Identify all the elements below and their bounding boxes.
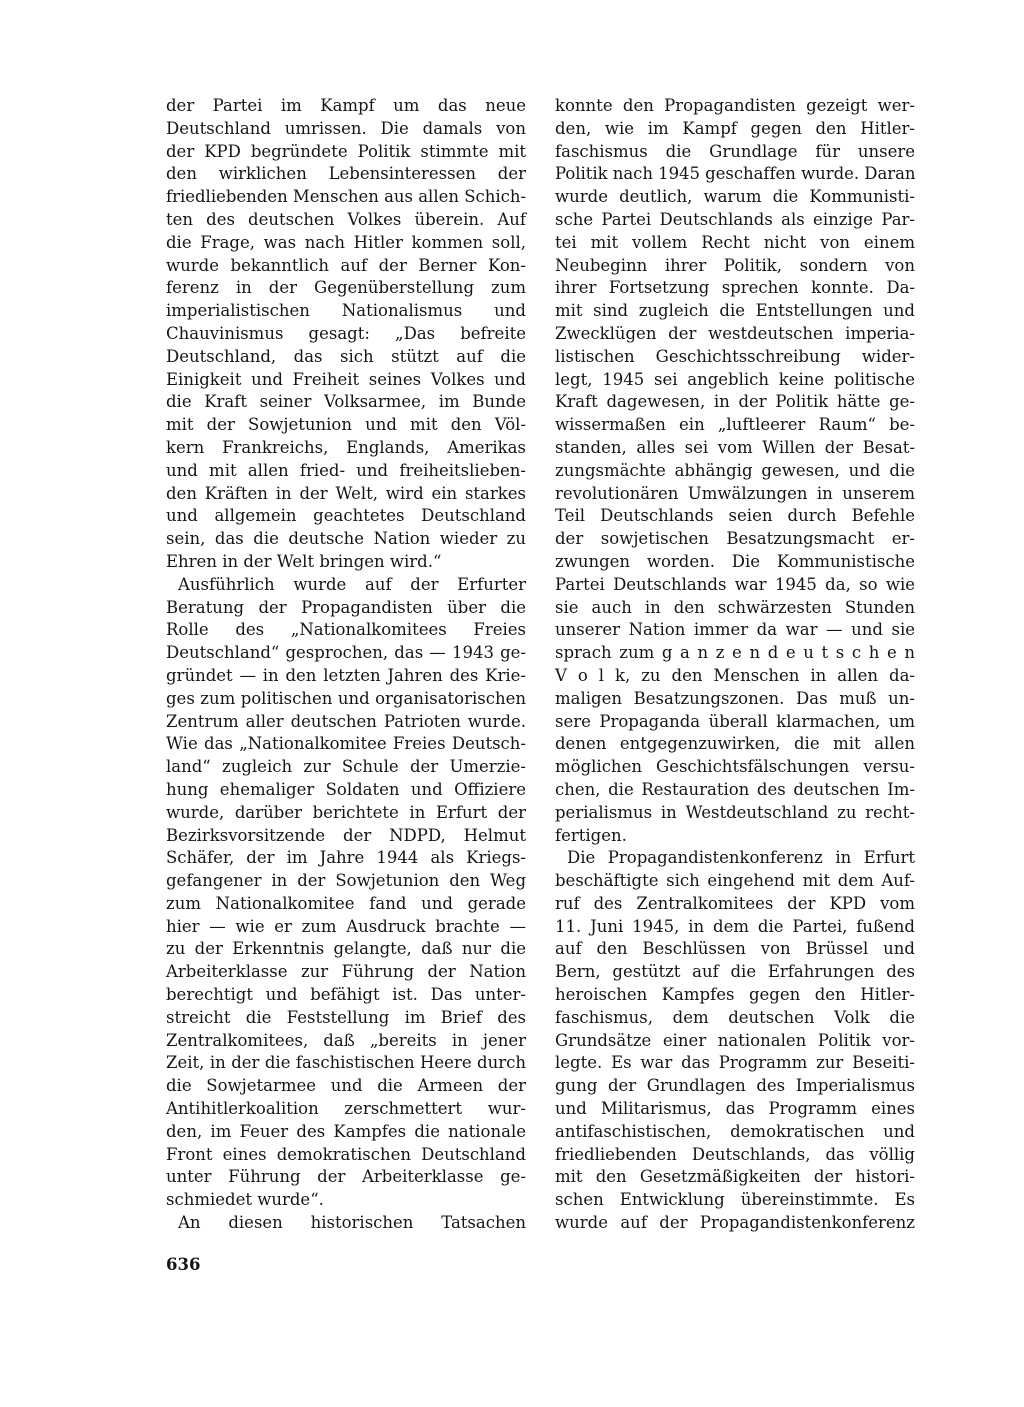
text-line: Neubeginn ihrer Politik, sondern von [555,255,915,275]
text-line: standen, alles sei vom Willen der Besat- [555,437,915,457]
text-line: den Kräften in der Welt, wird ein starkes [166,483,526,503]
text-line: Bezirksvorsitzende der NDPD, Helmut [166,825,526,845]
text-line: die Frage, was nach Hitler kommen soll, [166,232,526,252]
text-line: ten des deutschen Volkes überein. Auf [166,209,526,229]
text-line: wissermaßen ein „luftleerer Raum“ be- [555,415,915,435]
text-line: Zeit, in der die faschistischen Heere durch [166,1053,526,1073]
text-line: konnte den Propagandisten gezeigt wer- [555,96,915,115]
text-line: Schäfer, der im Jahre 1944 als Kriegs- [166,848,526,868]
text-line: Die Propagandistenkonferenz in Erfurt [567,848,915,868]
text-line: denen entgegenzuwirken, die mit allen [555,734,915,754]
text-line: die Sowjetarmee und die Armeen der [166,1076,526,1096]
text-line: der sowjetischen Besatzungsmacht er- [555,529,915,549]
text-line: mit den Gesetzmäßigkeiten der histori- [555,1167,915,1187]
text-line: sein, das die deutsche Nation wieder zu [166,529,526,549]
text-line: Deutschland, das sich stützt auf die [166,346,526,366]
text-line: den wirklichen Lebensinteressen der [166,164,526,184]
text-line: Einigkeit und Freiheit seines Volkes und [166,369,526,389]
text-line: faschismus, dem deutschen Volk die [555,1007,915,1027]
text-line: mit sind zugleich die Entstellungen und [555,301,915,321]
text-line: friedliebenden Menschen aus allen Schich- [166,187,527,207]
text-line: chen, die Restauration des deutschen Im- [555,779,915,799]
text-line: hier — wie er zum Ausdruck brachte — [166,916,526,936]
text-line: berechtigt und befähigt ist. Das unter- [166,985,526,1005]
text-line: Chauvinismus gesagt: „Das befreite [166,323,526,343]
text-line: friedliebenden Deutschlands, das völlig [555,1144,915,1164]
text-line: Ehren in der Welt bringen wird.“ [166,551,442,571]
text-line: wurde, darüber berichtete in Erfurt der [166,802,526,822]
text-line: sie auch in den schwärzesten Stunden [555,597,915,617]
text-line: Wie das „Nationalkomitee Freies Deutsch- [166,734,526,754]
text-line: und Militarismus, das Programm eines [555,1099,915,1119]
text-line: Grundsätze einer nationalen Politik vor- [555,1030,915,1050]
text-line: ruf des Zentralkomitees der KPD vom [555,893,915,913]
text-line: und allgemein geachtetes Deutschland [166,506,526,526]
text-line: fertigen. [555,825,627,845]
text-line: 11. Juni 1945, in dem die Partei, fußend [555,916,915,936]
text-line: Ausführlich wurde auf der Erfurter [178,574,526,594]
text-line: zu der Erkenntnis gelangte, daß nur die [166,939,526,959]
text-line: tei mit vollem Recht nicht von einem [555,232,915,252]
text-line: Zentrum aller deutschen Patrioten wurde. [166,711,526,731]
text-line: wurde deutlich, warum die Kommunisti- [555,187,915,207]
text-line: Front eines demokratischen Deutschland [166,1144,526,1164]
text-line: möglichen Geschichtsfälschungen versu- [555,757,915,777]
text-line: sche Partei Deutschlands als einzige Par- [555,209,915,229]
text-line: Kraft dagewesen, in der Politik hätte ge- [555,392,915,412]
text-line: schmiedet wurde“. [166,1190,324,1210]
text-line: V o l k, zu den Menschen in allen da- [555,665,915,685]
text-line: perialismus in Westdeutschland zu recht- [555,802,915,822]
text-line: kern Frankreichs, Englands, Amerikas [166,437,526,457]
text-line: gründet — in den letzten Jahren des Krie- [166,665,526,685]
text-line: auf den Beschlüssen von Brüssel und [555,939,915,959]
text-line: den, im Feuer des Kampfes die nationale [166,1121,526,1141]
text-line: Zentralkomitees, daß „bereits in jener [166,1030,526,1050]
text-line: schen Entwicklung übereinstimmte. Es [555,1190,915,1210]
text-line: Arbeiterklasse zur Führung der Nation [166,962,526,982]
text-line: Zwecklügen der westdeutschen imperia- [555,323,915,343]
text-line: hung ehemaliger Soldaten und Offiziere [166,779,526,799]
text-line: Teil Deutschlands seien durch Befehle [555,506,915,526]
text-line: antifaschistischen, demokratischen und [555,1121,915,1141]
text-line: die Kraft seiner Volksarmee, im Bunde [166,392,526,412]
text-line: ihrer Fortsetzung sprechen konnte. Da- [555,278,915,298]
text-line: Antihitlerkoalition zerschmettert wur- [166,1099,526,1119]
text-line: zum Nationalkomitee fand und gerade [166,893,526,913]
text-line: Bern, gestützt auf die Erfahrungen des [555,962,915,982]
text-line: unter Führung der Arbeiterklasse ge- [166,1167,526,1187]
text-line: gefangener in der Sowjetunion den Weg [166,871,526,891]
text-line: faschismus die Grundlage für unsere [555,141,915,161]
text-line: der Partei im Kampf um das neue [166,96,526,115]
page-number: 636 [166,1255,201,1274]
text-line: Beratung der Propagandisten über die [166,597,526,617]
text-line: der KPD begründete Politik stimmte mit [166,141,526,161]
text-line: Partei Deutschlands war 1945 da, so wie [555,574,915,594]
text-line: legte. Es war das Programm zur Beseiti- [555,1053,915,1073]
text-line: land“ zugleich zur Schule der Umerzie- [166,757,526,777]
right-text-column [555,95,915,1235]
text-line: mit der Sowjetunion und mit den Völ- [166,415,526,435]
text-line: Deutschland umrissen. Die damals von [166,118,526,138]
text-line: legt, 1945 sei angeblich keine politische [555,369,915,389]
text-line: sprach zum g a n z e n d e u t s c h e n [555,643,915,663]
text-line: Politik nach 1945 geschaffen wurde. Daran [555,164,916,184]
text-line: und mit allen fried- und freiheitslieben- [166,460,526,480]
text-line: imperialistischen Nationalismus und [166,301,526,321]
text-line: sere Propaganda überall klarmachen, um [555,711,915,731]
text-line: wurde bekanntlich auf der Berner Kon- [166,255,526,275]
text-line: den, wie im Kampf gegen den Hitler- [555,118,915,138]
text-line: ges zum politischen und organisatorischen [166,688,526,708]
text-line: beschäftigte sich eingehend mit dem Auf- [555,871,915,891]
text-line: listischen Geschichtsschreibung wider- [555,346,915,366]
text-line: zungsmächte abhängig gewesen, und die [555,460,915,480]
text-line: maligen Besatzungszonen. Das muß un- [555,688,915,708]
text-line: zwungen worden. Die Kommunistische [555,551,915,571]
text-line: wurde auf der Propagandistenkonferenz [555,1213,915,1233]
text-line: revolutionären Umwälzungen in unserem [555,483,915,503]
text-line: heroischen Kampfes gegen den Hitler- [555,985,915,1005]
text-line: Deutschland“ gesprochen, das — 1943 ge- [166,643,526,663]
text-line: ferenz in der Gegenüberstellung zum [166,278,526,298]
text-line: gung der Grundlagen des Imperialismus [555,1076,915,1096]
text-line: Rolle des „Nationalkomitees Freies [166,620,526,640]
text-line: streicht die Feststellung im Brief des [166,1007,526,1027]
text-line: unserer Nation immer da war — und sie [555,620,915,640]
left-text-column [166,95,526,1235]
text-line: An diesen historischen Tatsachen [178,1213,526,1233]
